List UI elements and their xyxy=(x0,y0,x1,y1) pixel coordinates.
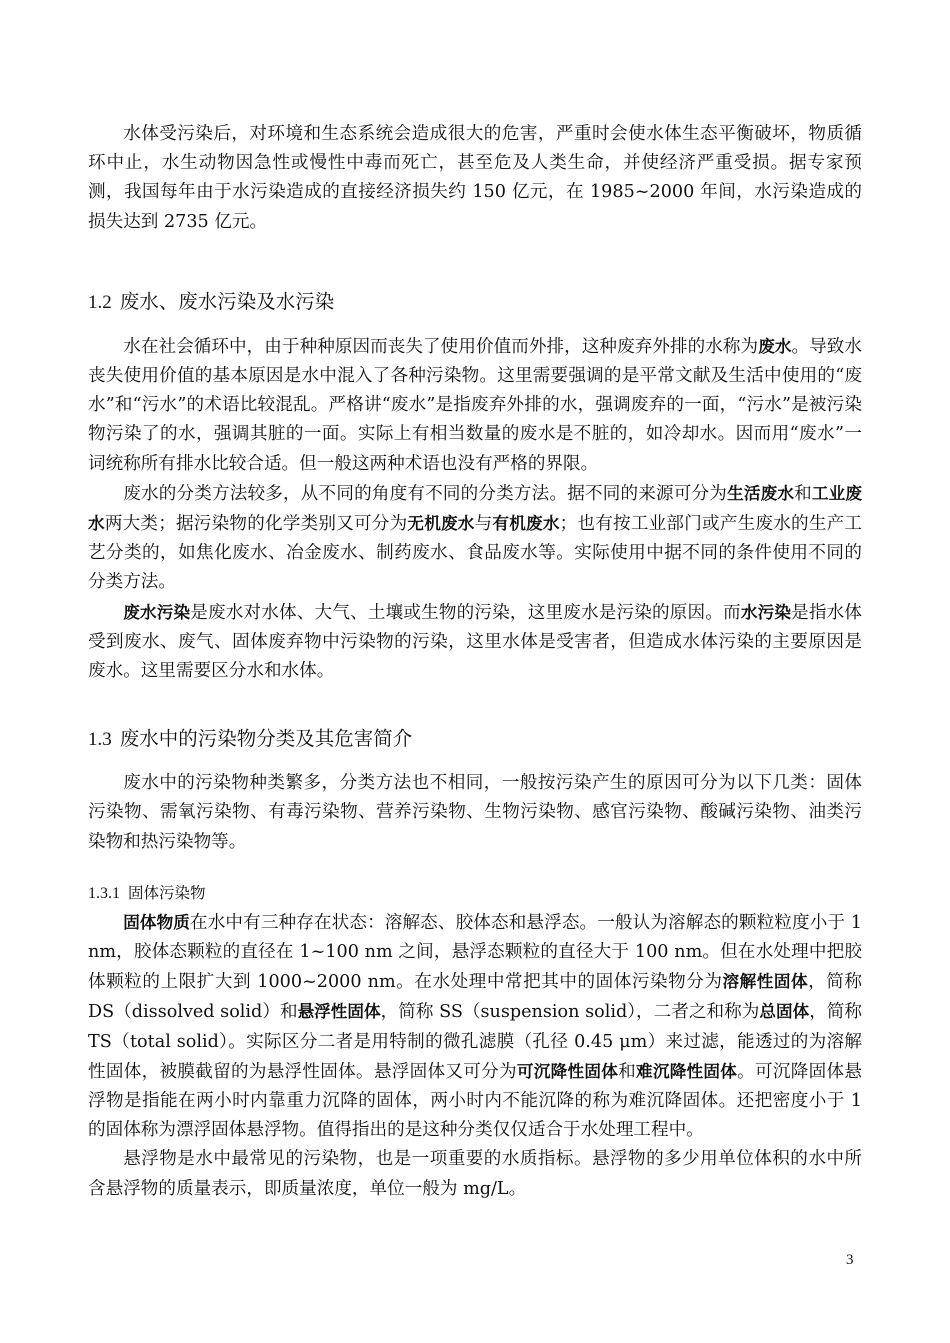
text-run: 是废水对水体、大气、土壤或生物的污染，这里废水是污染的原因。而 xyxy=(190,602,741,623)
section-heading-1-3-1 xyxy=(88,879,862,908)
text-run: 是指水体受到废水、废气、固体废弃物中污染物的污染，这里水体是受害者，但造成水体污染的主要原因是废水。这里需要区分水和水体。 xyxy=(88,602,863,682)
bold-term: 总固体 xyxy=(759,1002,810,1022)
text-run: 水在社会循环中，由于种种原因而丧失了使用价值而外排，这种废弃外排的水称为 xyxy=(123,336,759,357)
bold-term: 废水 xyxy=(758,336,792,356)
text-run: 在水中有三种存在状态：溶解态、胶体态和悬浮态。一般认为溶解态的颗粒粒度小于 1 nm，胶体态颗粒的直径在 1~100 nm 之间，悬浮态颗粒的直径大于 100 nm。但在水处理中把胶体颗粒的上限扩大到 1000~2000 nm。在水处理中常把其中的固体污染物分为 xyxy=(88,912,863,993)
section-number: 1.3 xyxy=(88,729,112,751)
bold-term: 废水污染 xyxy=(123,602,191,622)
section-heading-1-2 xyxy=(88,287,862,318)
text-run: 和 xyxy=(618,1061,636,1082)
spacer xyxy=(88,755,862,769)
paragraph-water-pollution-damage: 水体受污染后，对环境和生态系统会造成很大的危害，严重时会使水体生态平衡破坏，物质循环中止，水生动物因急性或慢性中毒而死亡，甚至危及人类生命，并使经济严重受损。据专家预测，我国每年由于水污染造成的直接经济损失约 150 亿元，在 1985~2000 年间，水污染造成的损失达到 2735 亿元。 xyxy=(88,124,862,232)
section-title: 废水、废水污染及水污染 xyxy=(119,289,335,313)
bold-term: 生活废水 xyxy=(727,483,795,503)
bold-term: 难沉降性固体 xyxy=(635,1061,738,1081)
text-run: 。导致水丧失使用价值的基本原因是水中混入了各种污染物。这里需要强调的是平常文献及生活中使用的“废水”和“污水”的术语比较混乱。严格讲“废水”是指废弃外排的水，强调废弃的一面，“污水”是被污染物污染了的水，强调其脏的一面。实际上有相当数量的废水是不脏的，如冷却水。因而用“废水”一词统称所有排水比较合适。但一般这两种术语也没有严格的界限。 xyxy=(88,336,862,474)
section-number: 1.2 xyxy=(88,291,112,313)
text-run: 。可沉降固体悬浮物是指能在两小时内靠重力沉降的固体，两小时内不能沉降的称为难沉降固体。还把密度小于 1 的固体称为漂浮固体悬浮物。值得指出的是这种分类仅仅适合于水处理工程中。 xyxy=(88,1061,862,1141)
bold-term: 溶解性固体 xyxy=(722,972,809,992)
bold-term: 工业废水 xyxy=(88,483,862,534)
spacer xyxy=(88,318,862,332)
spacer xyxy=(88,237,862,287)
text-run: 和 xyxy=(794,483,812,504)
text-run: 废水的分类方法较多，从不同的角度有不同的分类方法。据不同的来源可分为 xyxy=(123,483,728,504)
paragraph-solid-matter xyxy=(88,908,862,1146)
section-number: 1.3.1 xyxy=(88,884,120,902)
spacer xyxy=(88,857,862,879)
bold-term: 水污染 xyxy=(740,602,792,622)
text-run: ，简称 TS（total solid）。实际区分二者是用特制的微孔滤膜（孔径 0.45 μm）来过滤，能透过的为溶解性固体，被膜截留的为悬浮性固体。悬浮固体又可分为 xyxy=(88,1002,863,1082)
bold-term: 固体物质 xyxy=(123,912,191,932)
section-title: 废水中的污染物分类及其危害简介 xyxy=(119,727,413,751)
page-number: 3 xyxy=(846,1252,854,1268)
bold-term: 悬浮性固体 xyxy=(297,1002,381,1022)
text-run: ，简称 SS（suspension solid），二者之和称为 xyxy=(380,1002,760,1023)
section-title: 固体污染物 xyxy=(128,883,206,902)
paragraph-wastewater-pollution xyxy=(88,598,862,687)
text-run: ，简称 DS（dissolved solid）和 xyxy=(88,972,863,1023)
bold-term: 有机废水 xyxy=(492,514,560,534)
bold-term: 无机废水 xyxy=(407,514,475,534)
bold-term: 可沉降性固体 xyxy=(516,1061,619,1081)
text-run: ；也有按工业部门或产生废水的生产工艺分类的，如焦化废水、冶金废水、制药废水、食品废水等。实际使用中据不同的条件使用不同的分类方法。 xyxy=(88,514,863,593)
section-heading-1-3 xyxy=(88,724,862,755)
page-body xyxy=(88,120,862,1204)
paragraph-suspended-solids: 悬浮物是水中最常见的污染物，也是一项重要的水质指标。悬浮物的多少用单位体积的水中所含悬浮物的质量表示，即质量浓度，单位一般为 mg/L。 xyxy=(88,1149,862,1199)
paragraph-wastewater-classification xyxy=(88,479,862,598)
paragraph-wastewater-definition xyxy=(88,332,862,479)
paragraph-pollutant-types: 废水中的污染物种类繁多，分类方法也不相同，一般按污染产生的原因可分为以下几类：固体污染物、需氧污染物、有毒污染物、营养污染物、生物污染物、感官污染物、酸碱污染物、油类污染物和热污染物等。 xyxy=(88,773,862,852)
text-run: 两大类；据污染物的化学类别又可分为 xyxy=(104,514,408,535)
spacer xyxy=(88,686,862,724)
text-run: 与 xyxy=(474,514,493,535)
